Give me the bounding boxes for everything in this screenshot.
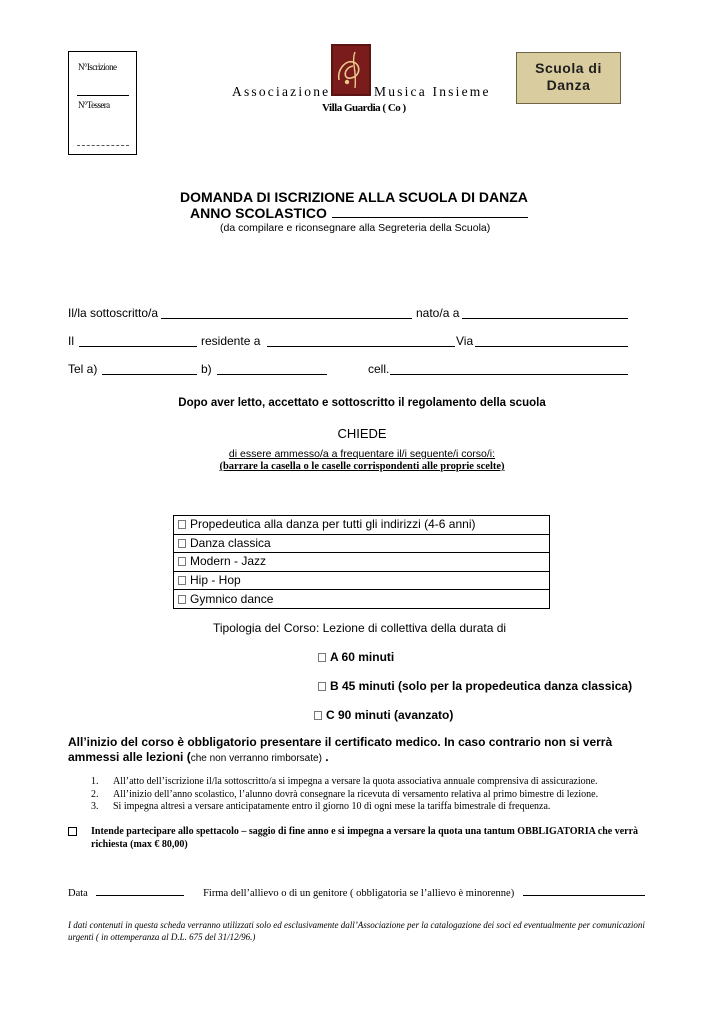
- checkbox-icon[interactable]: [178, 539, 186, 548]
- privacy-footer: I dati contenuti in questa scheda verranno utilizzati solo ed esclusivamente dall’Associazione per la catalogazione dei soci ed eventualmente per comunicazioni urgenti ( in ottemperanza al D.L. 675 del 31/12/96.): [68, 920, 645, 942]
- form-title: DOMANDA DI ISCRIZIONE ALLA SCUOLA DI DANZA: [180, 189, 528, 205]
- date-field[interactable]: [79, 346, 197, 347]
- signature-label: Firma dell’allievo o di un genitore ( obbligatoria se l’allievo è minorenne): [203, 888, 515, 899]
- regolamento-statement: Dopo aver letto, accettato e sottoscritto il regolamento della scuola: [178, 397, 546, 409]
- checkbox-icon[interactable]: [318, 682, 326, 691]
- signature-date-field[interactable]: [96, 895, 184, 896]
- residente-label: residente a: [201, 334, 261, 348]
- course-label: Modern - Jazz: [190, 554, 267, 569]
- essere-ammesso-text: di essere ammesso/a a frequentare il/i seguente/i corso/i:: [228, 448, 496, 460]
- option-b[interactable]: [318, 679, 632, 693]
- location: Villa Guardia ( Co ): [322, 102, 406, 114]
- chiede-heading: CHIEDE: [337, 426, 387, 441]
- tessera-field[interactable]: [77, 145, 129, 146]
- course-label: Danza classica: [190, 535, 271, 550]
- association-name-left: Associazione: [232, 84, 331, 99]
- checkbox-icon[interactable]: [178, 520, 186, 529]
- course-label: Hip - Hop: [190, 573, 241, 588]
- date-label: Data: [68, 888, 88, 899]
- tessera-label: N°Tessera: [78, 100, 110, 110]
- tel-b-field[interactable]: [217, 374, 327, 375]
- iscrizione-field[interactable]: [77, 95, 129, 96]
- course-row[interactable]: [174, 553, 550, 572]
- warning-main: All’inizio del corso è obbligatorio presentare il certificato medico. In caso contrario non si verrà ammessi alle lezioni (: [68, 735, 613, 764]
- rules-list: [91, 776, 598, 814]
- checkbox-icon[interactable]: [68, 827, 77, 836]
- tipologia-text: Tipologia del Corso: Lezione di collettiva della durata di: [213, 621, 507, 635]
- residente-field[interactable]: [267, 346, 455, 347]
- checkbox-icon[interactable]: [318, 653, 326, 662]
- course-row[interactable]: [174, 571, 550, 590]
- option-c-label: C 90 minuti (avanzato): [326, 708, 454, 722]
- barrare-instruction: (barrare la casella o le caselle corrispondenti alle proprie scelte): [219, 461, 505, 472]
- checkbox-icon[interactable]: [314, 711, 322, 720]
- medical-certificate-warning: [68, 735, 648, 766]
- option-c[interactable]: [314, 708, 453, 722]
- scuola-danza-badge: [516, 52, 621, 104]
- badge-line-1: Scuola di: [535, 60, 602, 76]
- sottoscritto-field[interactable]: [161, 318, 412, 319]
- spettacolo-text: Intende partecipare allo spettacolo – saggio di fine anno e si impegna a versare la quota una tantum OBBLIGATORIA che verrà richiesta (max € 80,00): [91, 826, 639, 850]
- badge-line-2: Danza: [546, 77, 591, 93]
- cell-field[interactable]: [390, 374, 628, 375]
- nato-label: nato/a a: [416, 306, 460, 320]
- list-item: 2. All’inizio dell’anno scolastico, l’alunno dovrà consegnare la ricevuta di versamento relativa al primo bimestre di lezione.: [91, 788, 599, 800]
- registration-number-box: [68, 51, 137, 155]
- via-label: Via: [456, 334, 474, 348]
- warning-end: .: [321, 750, 329, 764]
- association-logo: [331, 44, 371, 96]
- signature-field[interactable]: [523, 895, 645, 896]
- via-field[interactable]: [475, 346, 628, 347]
- course-row[interactable]: [174, 534, 550, 553]
- course-row[interactable]: [174, 590, 550, 609]
- option-a-label: A 60 minuti: [330, 650, 395, 664]
- spettacolo-option[interactable]: [68, 826, 658, 854]
- option-a[interactable]: [318, 650, 394, 664]
- checkbox-icon[interactable]: [178, 557, 186, 566]
- course-label: Propedeutica alla danza per tutti gli indirizzi (4-6 anni): [190, 517, 476, 532]
- date-label: Il: [68, 334, 74, 348]
- iscrizione-label: N°Iscrizione: [78, 62, 117, 72]
- cell-label: cell.: [368, 362, 390, 376]
- tel-a-label: Tel a): [68, 362, 98, 376]
- courses-table: [173, 515, 550, 609]
- school-year-label: ANNO SCOLASTICO: [190, 205, 327, 221]
- course-row[interactable]: [174, 516, 550, 535]
- nato-field[interactable]: [462, 318, 628, 319]
- checkbox-icon[interactable]: [178, 576, 186, 585]
- tel-a-field[interactable]: [102, 374, 197, 375]
- list-item: 3. Si impegna altresì a versare anticipatamente entro il giorno 10 di ogni mese la tariffa bimestrale di frequenza.: [91, 801, 551, 812]
- school-year-field[interactable]: [332, 206, 528, 218]
- association-name-right: Musica Insieme: [374, 84, 491, 99]
- form-subtitle: (da compilare e riconsegnare alla Segreteria della Scuola): [220, 222, 491, 234]
- option-b-label: B 45 minuti (solo per la propedeutica danza classica): [330, 679, 633, 693]
- warning-small: che non verranno rimborsate): [190, 753, 322, 764]
- checkbox-icon[interactable]: [178, 595, 186, 604]
- course-label: Gymnico dance: [190, 591, 274, 606]
- tel-b-label: b): [201, 362, 212, 376]
- signature-row: [68, 888, 645, 899]
- list-item: 1. All’atto dell’iscrizione il/la sottoscritto/a si impegna a versare la quota associativa annuale comprensiva di assicurazione.: [91, 776, 598, 787]
- school-year-row: [190, 205, 528, 221]
- sottoscritto-label: Il/la sottoscritto/a: [68, 306, 159, 320]
